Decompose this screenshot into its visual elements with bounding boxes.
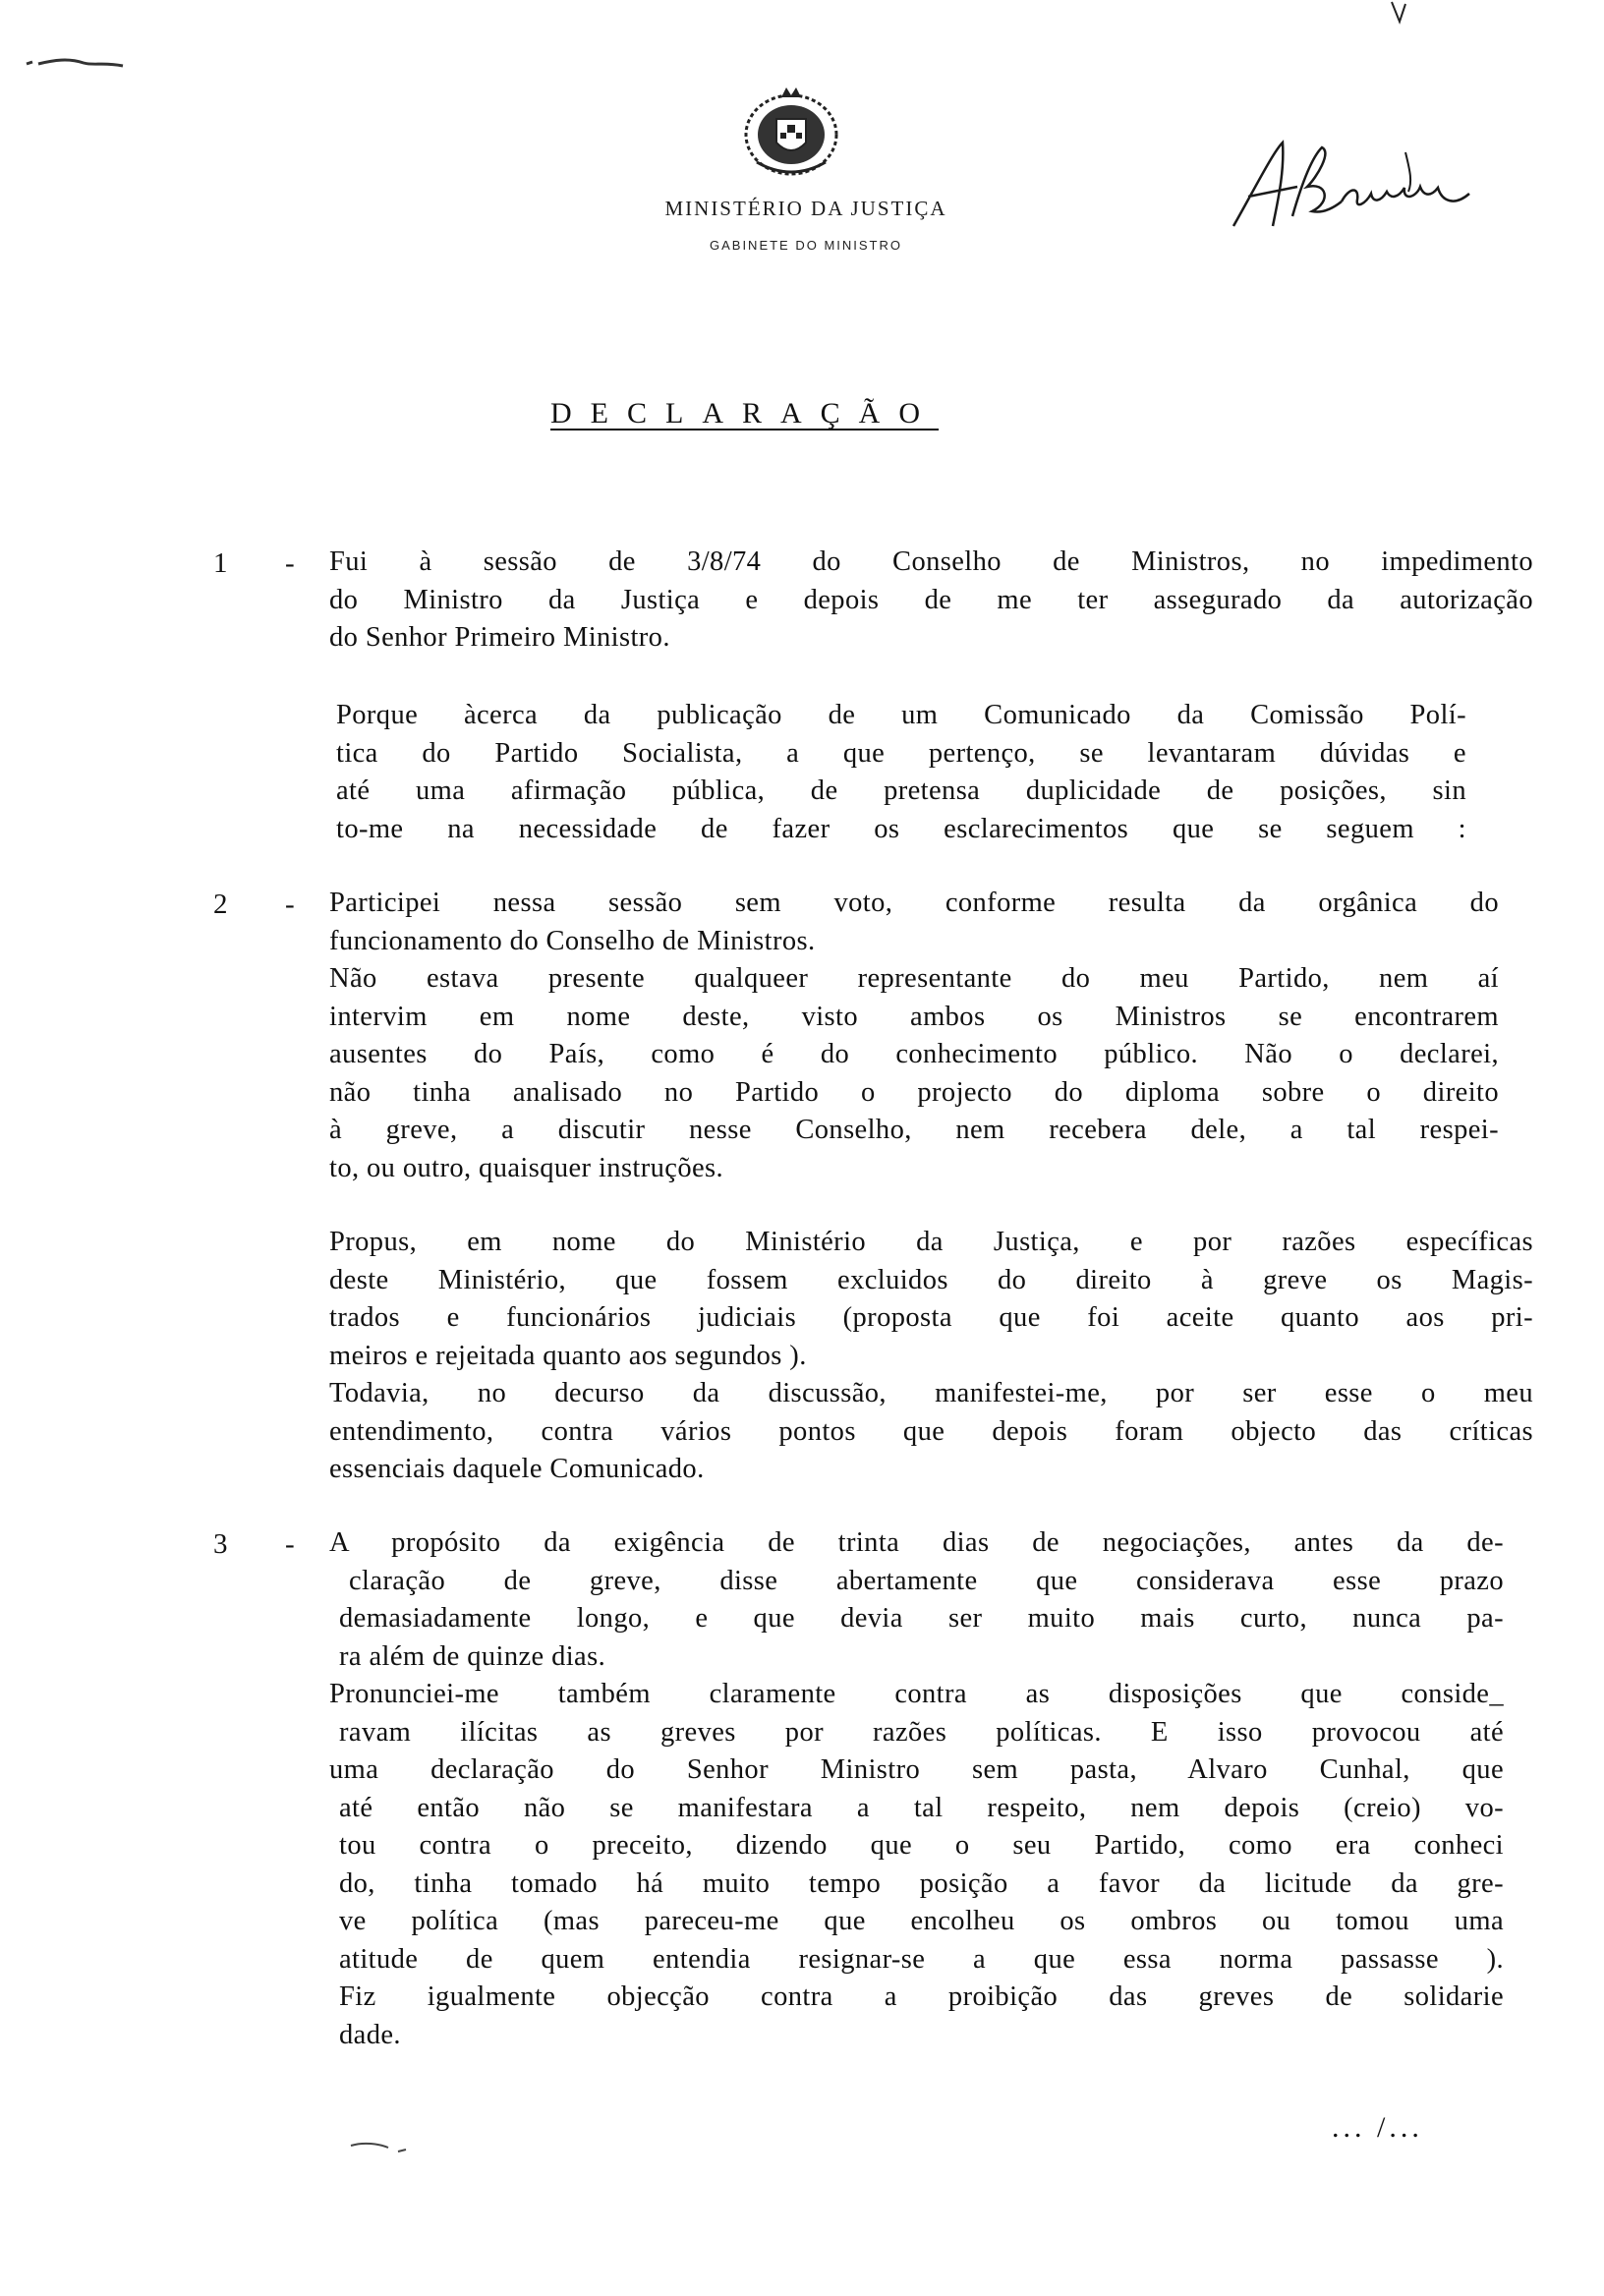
section-number: 2 xyxy=(213,889,228,920)
section-number: 3 xyxy=(213,1528,228,1560)
text-line: ra além de quinze dias. xyxy=(339,1640,606,1672)
text-line: do Ministro da Justiça e depois de me ter assegurado da autorização xyxy=(329,584,1533,615)
text-line: ausentes do País, como é do conhecimento público. Não o declarei, xyxy=(329,1039,1499,1069)
text-line: intervim em nome deste, visto ambos os Ministros se encontrarem xyxy=(329,1001,1499,1032)
text-line: à greve, a discutir nesse Conselho, nem recebera dele, a tal respei- xyxy=(329,1115,1499,1145)
text-line: Fiz igualmente objecção contra a proibição das greves de solidarie xyxy=(339,1981,1504,2012)
text-line: deste Ministério, que fossem excluidos do direito à greve os Magis- xyxy=(329,1264,1533,1295)
text-line: funcionamento do Conselho de Ministros. xyxy=(329,925,816,956)
section-dash: - xyxy=(285,547,295,579)
ministry-title: MINISTÉRIO DA JUSTIÇA xyxy=(664,197,947,220)
text-line: Não estava presente qualqueer representante do meu Partido, nem aí xyxy=(329,963,1499,994)
text-line: trados e funcionários judiciais (proposta que foi aceite quanto aos pri- xyxy=(329,1302,1533,1333)
text-line: tica do Partido Socialista, a que pertenço, se levantaram dúvidas e xyxy=(336,737,1466,769)
text-line: do Senhor Primeiro Ministro. xyxy=(329,622,670,653)
text-line: to, ou outro, quaisquer instruções. xyxy=(329,1152,724,1183)
paragraph xyxy=(336,697,1466,848)
office-subtitle: GABINETE DO MINISTRO xyxy=(709,238,902,253)
text-line: Participei nessa sessão sem voto, conforme resulta da orgânica do xyxy=(329,888,1499,918)
text-line: uma declaração do Senhor Ministro sem pasta, Alvaro Cunhal, que xyxy=(329,1754,1504,1785)
text-line: essenciais daquele Comunicado. xyxy=(329,1454,705,1484)
text-line: Todavia, no decurso da discussão, manifestei-me, por ser esse o meu xyxy=(329,1378,1533,1408)
text-line: ve política (mas pareceu-me que encolheu os ombros ou tomou uma xyxy=(339,1906,1504,1936)
section-dash: - xyxy=(285,889,295,920)
text-line: dade. xyxy=(339,2019,401,2050)
paragraph xyxy=(329,544,1533,658)
text-line: demasiadamente longo, e que devia ser muito mais curto, nunca pa- xyxy=(339,1603,1504,1634)
margin-scribble xyxy=(349,2138,418,2162)
handwritten-check-mark xyxy=(1386,0,1415,29)
section-dash: - xyxy=(285,1528,295,1560)
paragraph xyxy=(329,885,1499,1187)
text-line: Porque àcerca da publicação de um Comunicado da Comissão Polí- xyxy=(336,700,1466,730)
text-line: Propus, em nome do Ministério da Justiça, e por razões específicas xyxy=(329,1227,1533,1257)
text-line: tou contra o preceito, dizendo que o seu Partido, como era conheci xyxy=(339,1830,1504,1861)
text-line: Pronunciei-me também claramente contra as disposições que conside_ xyxy=(329,1679,1504,1709)
text-line: do, tinha tomado há muito tempo posição a favor da licitude da gre- xyxy=(339,1867,1504,1899)
text-line: até uma afirmação pública, de pretensa duplicidade de posições, sin xyxy=(336,775,1466,806)
handwritten-signature xyxy=(1224,133,1479,241)
text-line: ravam ilícitas as greves por razões políticas. E isso provocou até xyxy=(339,1716,1504,1748)
text-line: Fui à sessão de 3/8/74 do Conselho de Ministros, no impedimento xyxy=(329,546,1533,577)
paragraph xyxy=(329,1524,1504,2054)
continuation-marker: ... /... xyxy=(1332,2111,1423,2144)
document-title: DECLARAÇÃO xyxy=(550,397,940,430)
text-line: A propósito da exigência de trinta dias de negociações, antes da de- xyxy=(329,1527,1504,1558)
text-line: atitude de quem entendia resignar-se a que essa norma passasse ). xyxy=(339,1943,1504,1975)
text-line: to-me na necessidade de fazer os esclarecimentos que se seguem : xyxy=(336,813,1466,844)
section-number: 1 xyxy=(213,547,228,579)
coat-of-arms-icon xyxy=(737,84,845,182)
text-line: não tinha analisado no Partido o projecto do diploma sobre o direito xyxy=(329,1076,1499,1108)
text-line: claração de greve, disse abertamente que considerava esse prazo xyxy=(349,1565,1504,1596)
text-line: meiros e rejeitada quanto aos segundos ). xyxy=(329,1340,807,1371)
text-line: entendimento, contra vários pontos que depois foram objecto das críticas xyxy=(329,1415,1533,1447)
margin-scribble xyxy=(25,54,133,74)
text-line: até então não se manifestara a tal respeito, nem depois (creio) vo- xyxy=(339,1792,1504,1823)
paragraph xyxy=(329,1224,1533,1489)
